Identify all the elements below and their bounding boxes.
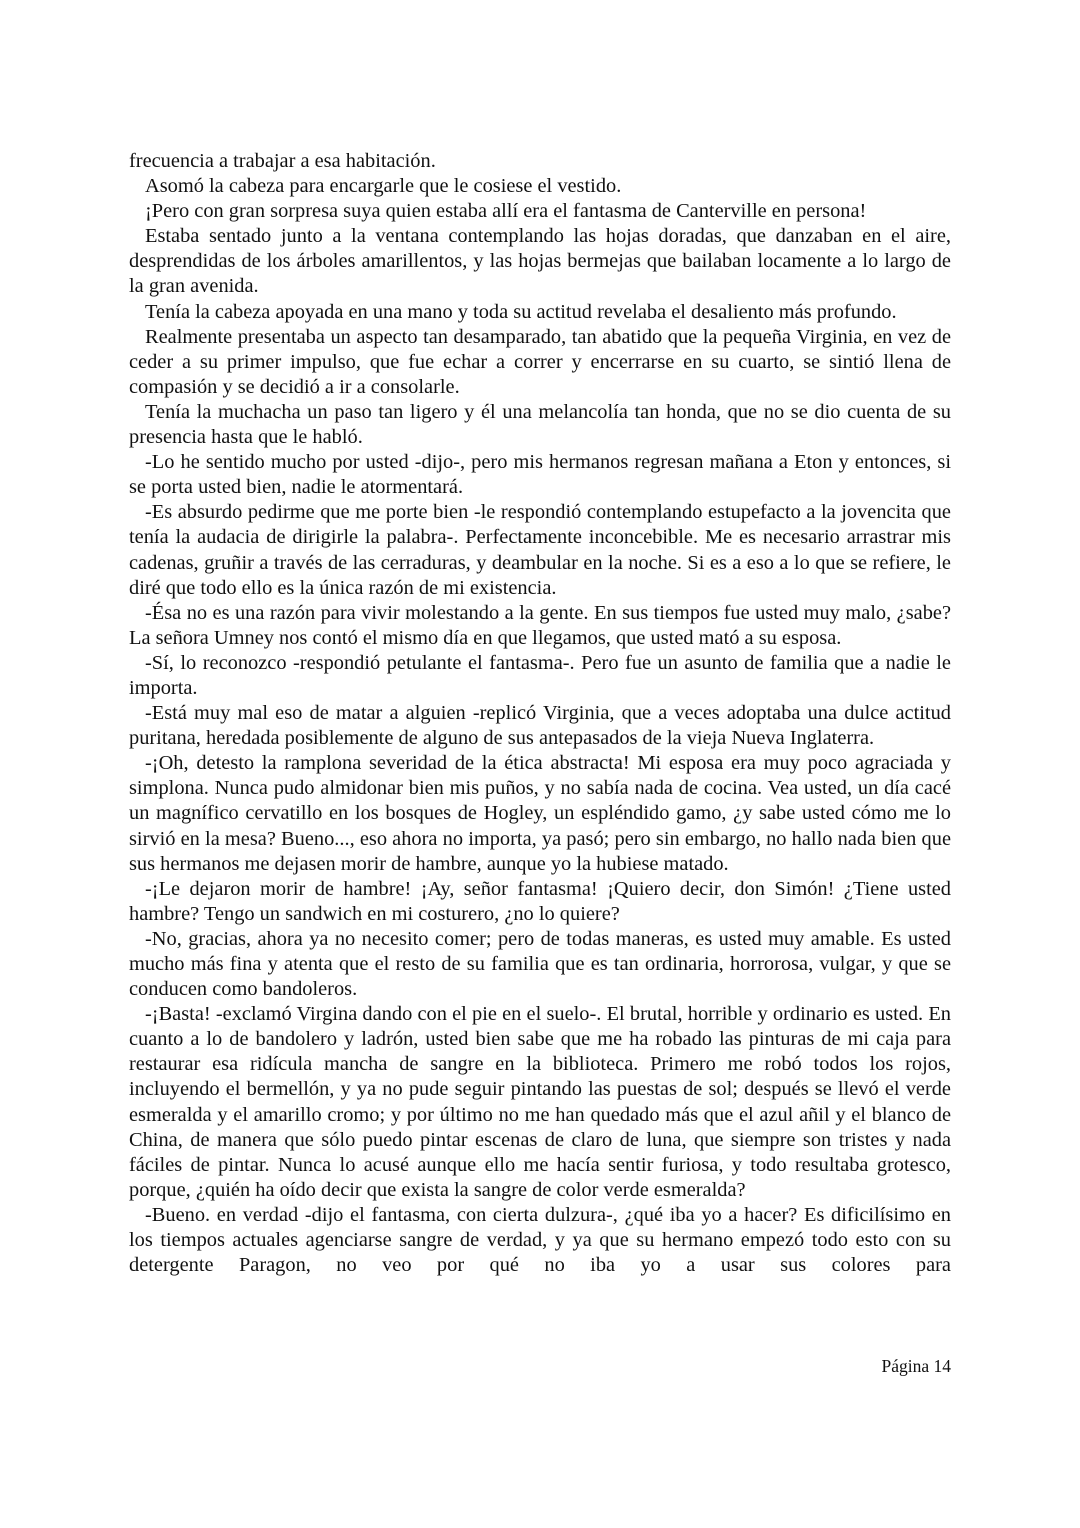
paragraph: -¡Le dejaron morir de hambre! ¡Ay, señor fantasma! ¡Quiero decir, don Simón! ¿Tiene usted hambre? Tengo un sandwich en mi costurero, ¿no lo quiere?: [129, 877, 951, 925]
paragraph: -Bueno. en verdad -dijo el fantasma, con cierta dulzura-, ¿qué iba yo a hacer? Es dificilísimo en los tiempos actuales agenciarse sangre de verdad, y ya que su hermano empezó todo esto con su detergente Paragon, no veo por qué no iba yo a usar sus colores para: [129, 1203, 951, 1277]
paragraph: -Lo he sentido mucho por usted -dijo-, pero mis hermanos regresan mañana a Eton y entonces, si se porta usted bien, nadie le atormentará.: [129, 451, 951, 499]
paragraph: -Ésa no es una razón para vivir molestando a la gente. En sus tiempos fue usted muy malo, ¿sabe? La señora Umney nos contó el mismo día en que llegamos, que usted mató a su esposa.: [129, 601, 951, 649]
paragraph: Tenía la cabeza apoyada en una mano y toda su actitud revelaba el desaliento más profundo.: [145, 300, 897, 323]
paragraph: -Sí, lo reconozco -respondió petulante el fantasma-. Pero fue un asunto de familia que a nadie le importa.: [129, 651, 951, 699]
paragraph: -Está muy mal eso de matar a alguien -replicó Virginia, que a veces adoptaba una dulce actitud puritana, heredada posiblemente de alguno de sus antepasados de la vieja Nueva Inglaterra.: [129, 702, 951, 750]
paragraph: frecuencia a trabajar a esa habitación.: [129, 150, 436, 172]
paragraph: Estaba sentado junto a la ventana contemplando las hojas doradas, que danzaban en el aire, desprendidas de los árboles amarillentos, y las hojas bermejas que bailaban locamente a lo largo de la gran avenida.: [129, 225, 951, 298]
body-text: [129, 149, 951, 1278]
paragraph: -Es absurdo pedirme que me porte bien -le respondió contemplando estupefacto a la jovencita que tenía la audacia de dirigirle la palabra-. Perfectamente inconcebible. Me es necesario arrastrar mis cadenas, gruñir a través de las cerraduras, y deambular en la noche. Si es a eso a lo que se refiere, le diré que todo ello es la única razón de mi existencia.: [129, 501, 951, 599]
page-number: Página 14: [881, 1356, 951, 1376]
paragraph: Asomó la cabeza para encargarle que le cosiese el vestido.: [145, 175, 622, 198]
paragraph: Tenía la muchacha un paso tan ligero y él una melancolía tan honda, que no se dio cuenta de su presencia hasta que le habló.: [129, 400, 951, 449]
paragraph: -¡Basta! -exclamó Virgina dando con el pie en el suelo-. El brutal, horrible y ordinario es usted. En cuanto a lo de bandolero y ladrón, usted bien sabe que me ha robado las pinturas de mi caja para restaurar esa ridícula mancha de sangre en la biblioteca. Primero me robó todos los rojos, incluyendo el bermellón, y ya no pude seguir pintando las puestas de sol; después se llevó el verde esmeralda y el amarillo cromo; y por último no me han quedado más que el azul añil y el blanco de China, de manera que sólo puedo pintar escenas de claro de luna, que siempre son tristes y nada fáciles de pintar. Nunca lo acusé aunque ello me hacía sentir furiosa, y todo resultaba grotesco, porque, ¿quién ha oído decir que exista la sangre de color verde esmeralda?: [129, 1003, 951, 1201]
paragraph: ¡Pero con gran sorpresa suya quien estaba allí era el fantasma de Canterville en persona!: [145, 200, 867, 223]
paragraph: -No, gracias, ahora ya no necesito comer; pero de todas maneras, es usted muy amable. Es usted mucho más fina y atenta que el resto de su familia que es tan ordinaria, horrorosa, vulgar, y que se conducen como bandoleros.: [129, 927, 951, 1001]
paragraph: Realmente presentaba un aspecto tan desamparado, tan abatido que la pequeña Virginia, en vez de ceder a su primer impulso, que fue echar a correr y encerrarse en su cuarto, se sintió llena de compasión y se decidió a ir a consolarle.: [129, 325, 951, 398]
paragraph: -¡Oh, detesto la ramplona severidad de la ética abstracta! Mi esposa era muy poco agraciada y simplona. Nunca pudo almidonar bien mis puños, y no sabía nada de cocina. Vea usted, un día cacé un magnífico cervatillo en los bosques de Hogley, un espléndido gamo, ¿y sabe usted cómo me lo sirvió en la mesa? Bueno..., eso ahora no importa, ya pasó; pero sin embargo, no hallo nada bien que sus hermanos me dejasen morir de hambre, aunque yo la hubiese matado.: [129, 752, 951, 875]
